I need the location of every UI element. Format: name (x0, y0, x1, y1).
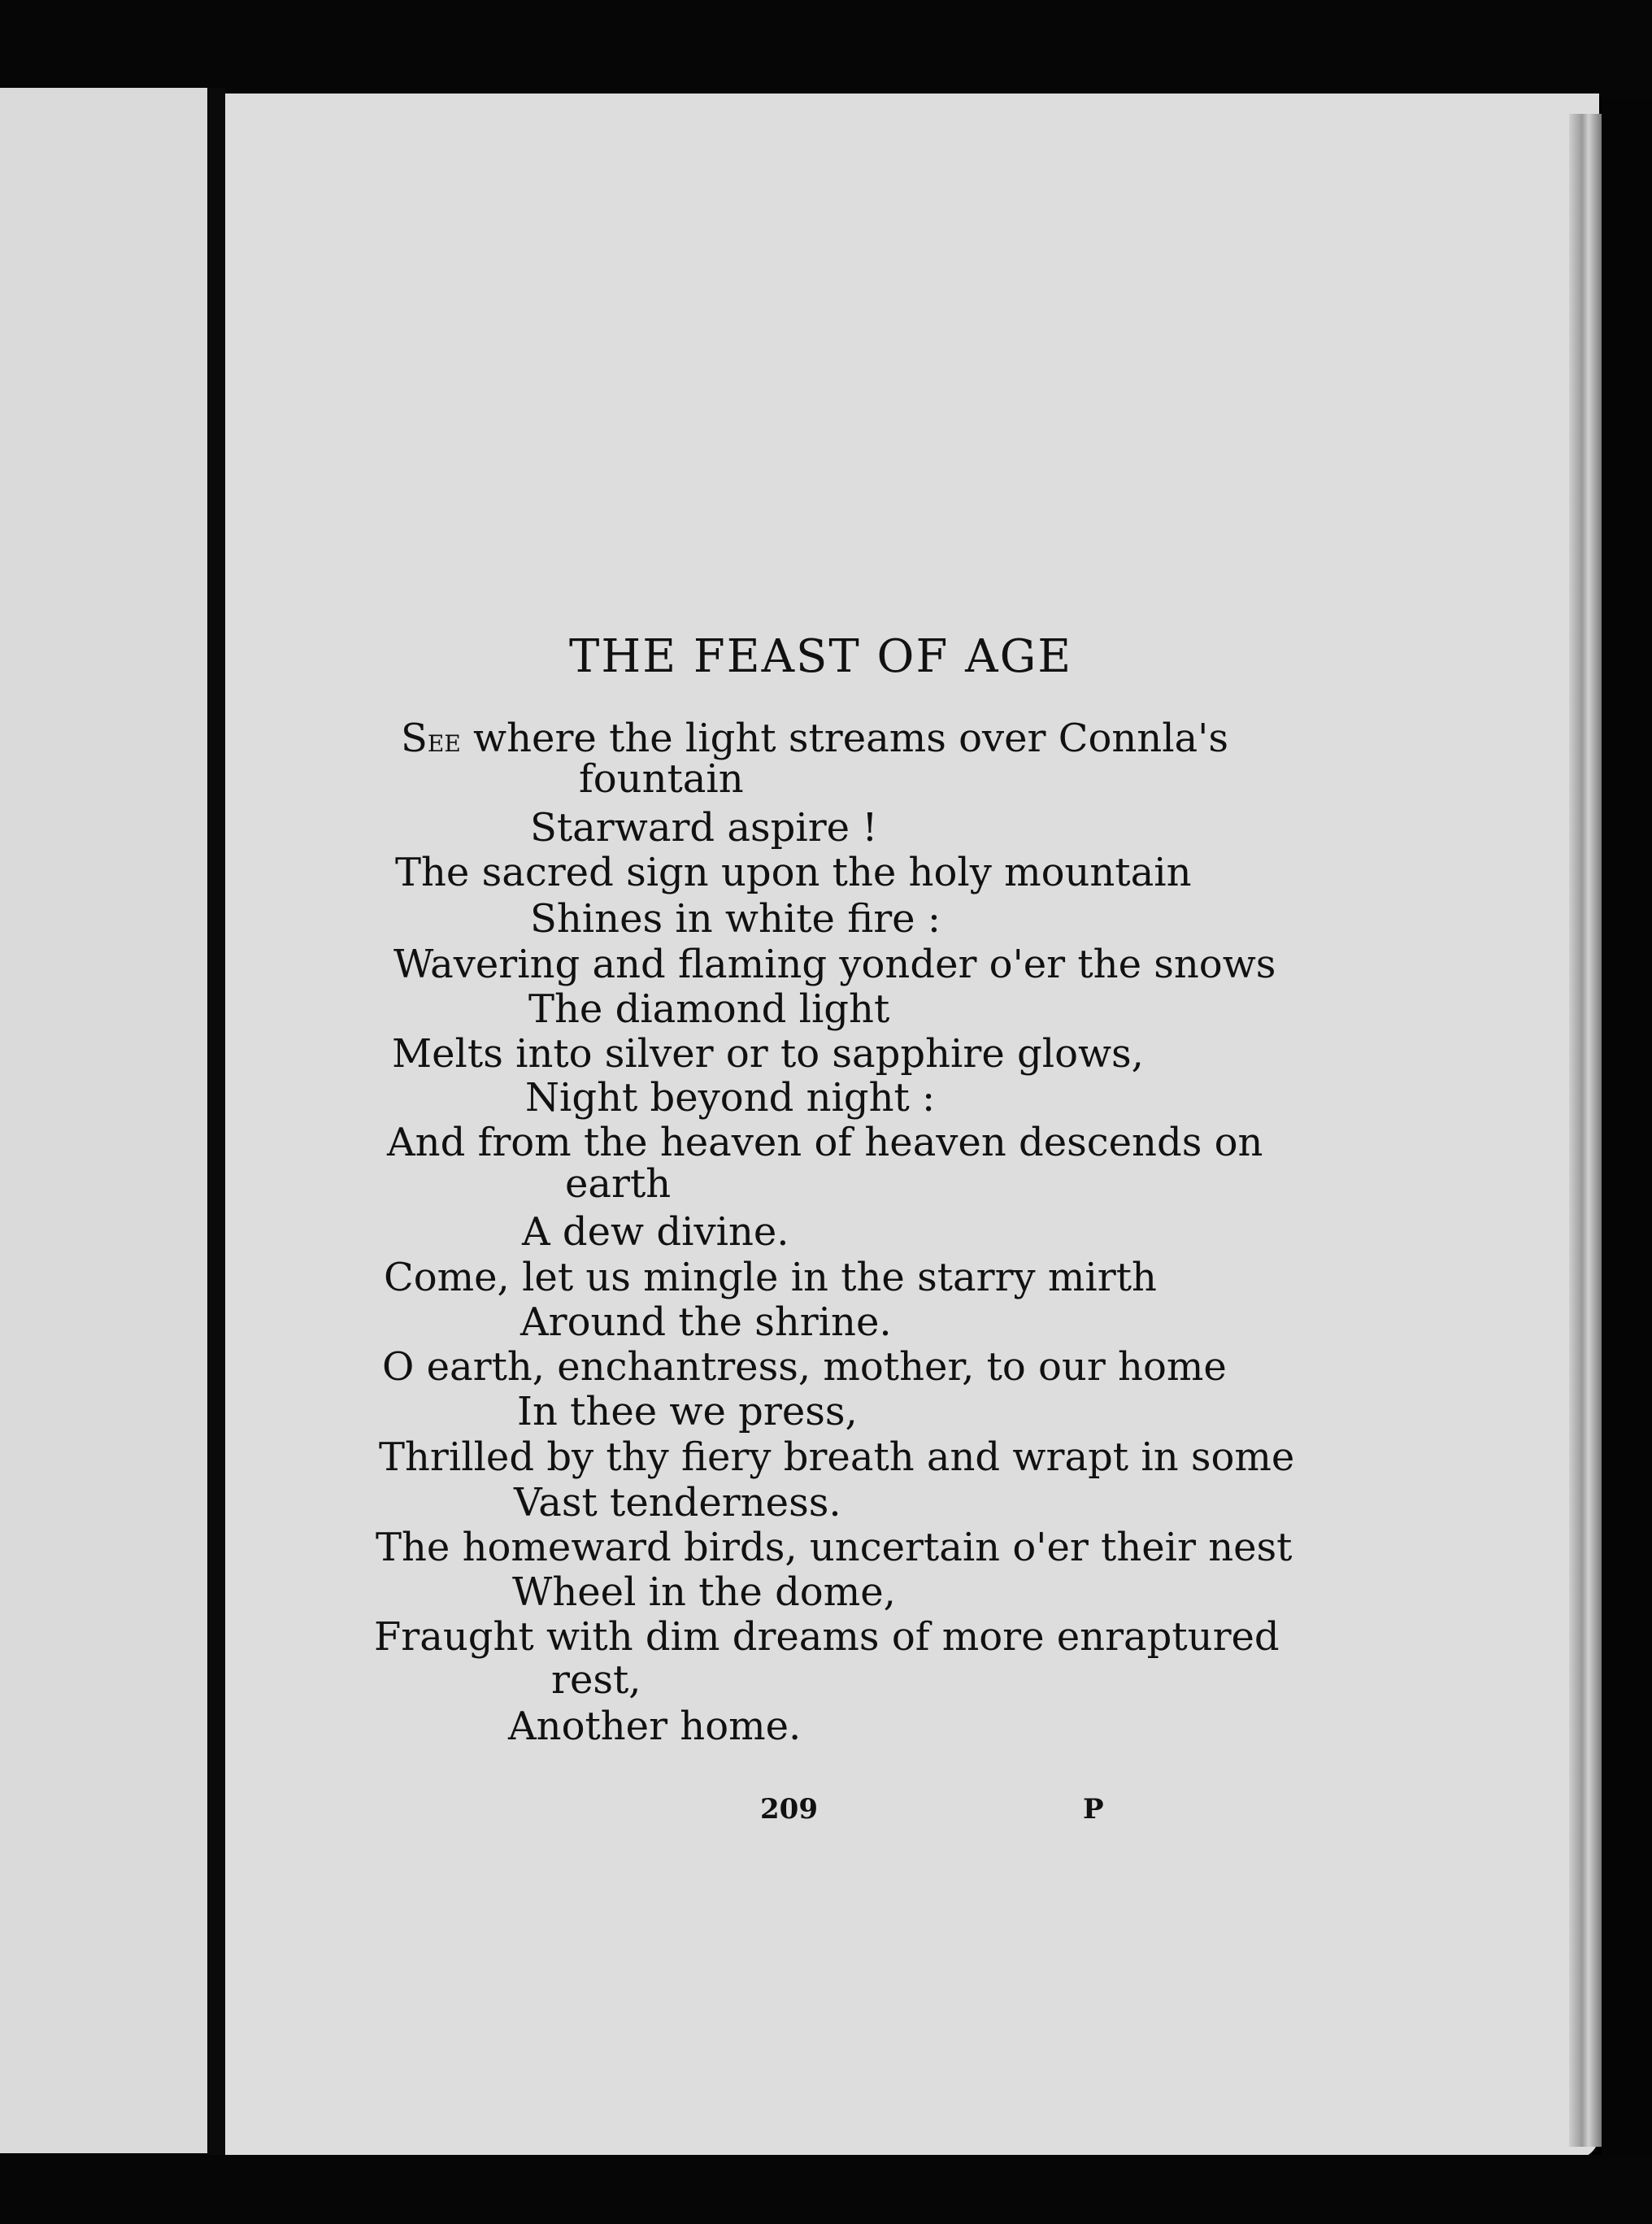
scan-right-border (1602, 98, 1652, 2224)
poem-line: O earth, enchantress, mother, to our home (382, 1344, 1227, 1390)
poem-line (401, 716, 1228, 764)
poem-line: Wheel in the dome, (512, 1569, 896, 1615)
poem-line: The homeward birds, uncertain o'er their nest (376, 1525, 1293, 1570)
poem-line: Vast tenderness. (514, 1480, 841, 1525)
poem-line: And from the heaven of heaven descends on (387, 1120, 1263, 1165)
poem-line: Another home. (508, 1704, 802, 1749)
poem-line: A dew divine. (522, 1209, 789, 1255)
poem-line: fountain (579, 756, 744, 802)
poem-line: Melts into silver or to sapphire glows, (392, 1031, 1144, 1077)
poem-line: Night beyond night : (525, 1075, 936, 1121)
poem-line: The diamond light (528, 986, 890, 1032)
book-gutter (207, 88, 225, 2157)
facing-page (0, 88, 213, 2153)
poem-line: Thrilled by thy fiery breath and wrapt in some (379, 1434, 1295, 1480)
drop-word-rest: ee (427, 722, 461, 759)
poem-line: Around the shrine. (520, 1299, 892, 1345)
signature-mark: P (1083, 1793, 1104, 1826)
poem-line: rest, (551, 1657, 641, 1703)
poem-line-text: where the light streams over Connla's (473, 716, 1228, 761)
poem-line: The sacred sign upon the holy mountain (395, 850, 1192, 895)
poem-line: In thee we press, (517, 1389, 858, 1434)
drop-word-initial: S (401, 716, 428, 761)
poem-line: Starward aspire ! (530, 805, 878, 851)
poem-title: THE FEAST OF AGE (569, 630, 1073, 683)
scan-bottom-border (0, 2155, 1652, 2224)
poem-line: Come, let us mingle in the starry mirth (384, 1255, 1157, 1300)
poem-line: Fraught with dim dreams of more enraptured (374, 1614, 1280, 1660)
page-number: 209 (760, 1793, 818, 1826)
poem-line: Wavering and flaming yonder o'er the snows (393, 942, 1276, 987)
poem-line: earth (565, 1161, 672, 1207)
scan-top-border (0, 0, 1652, 98)
poem-line: Shines in white fire : (530, 896, 941, 942)
page-edge (1569, 114, 1602, 2147)
